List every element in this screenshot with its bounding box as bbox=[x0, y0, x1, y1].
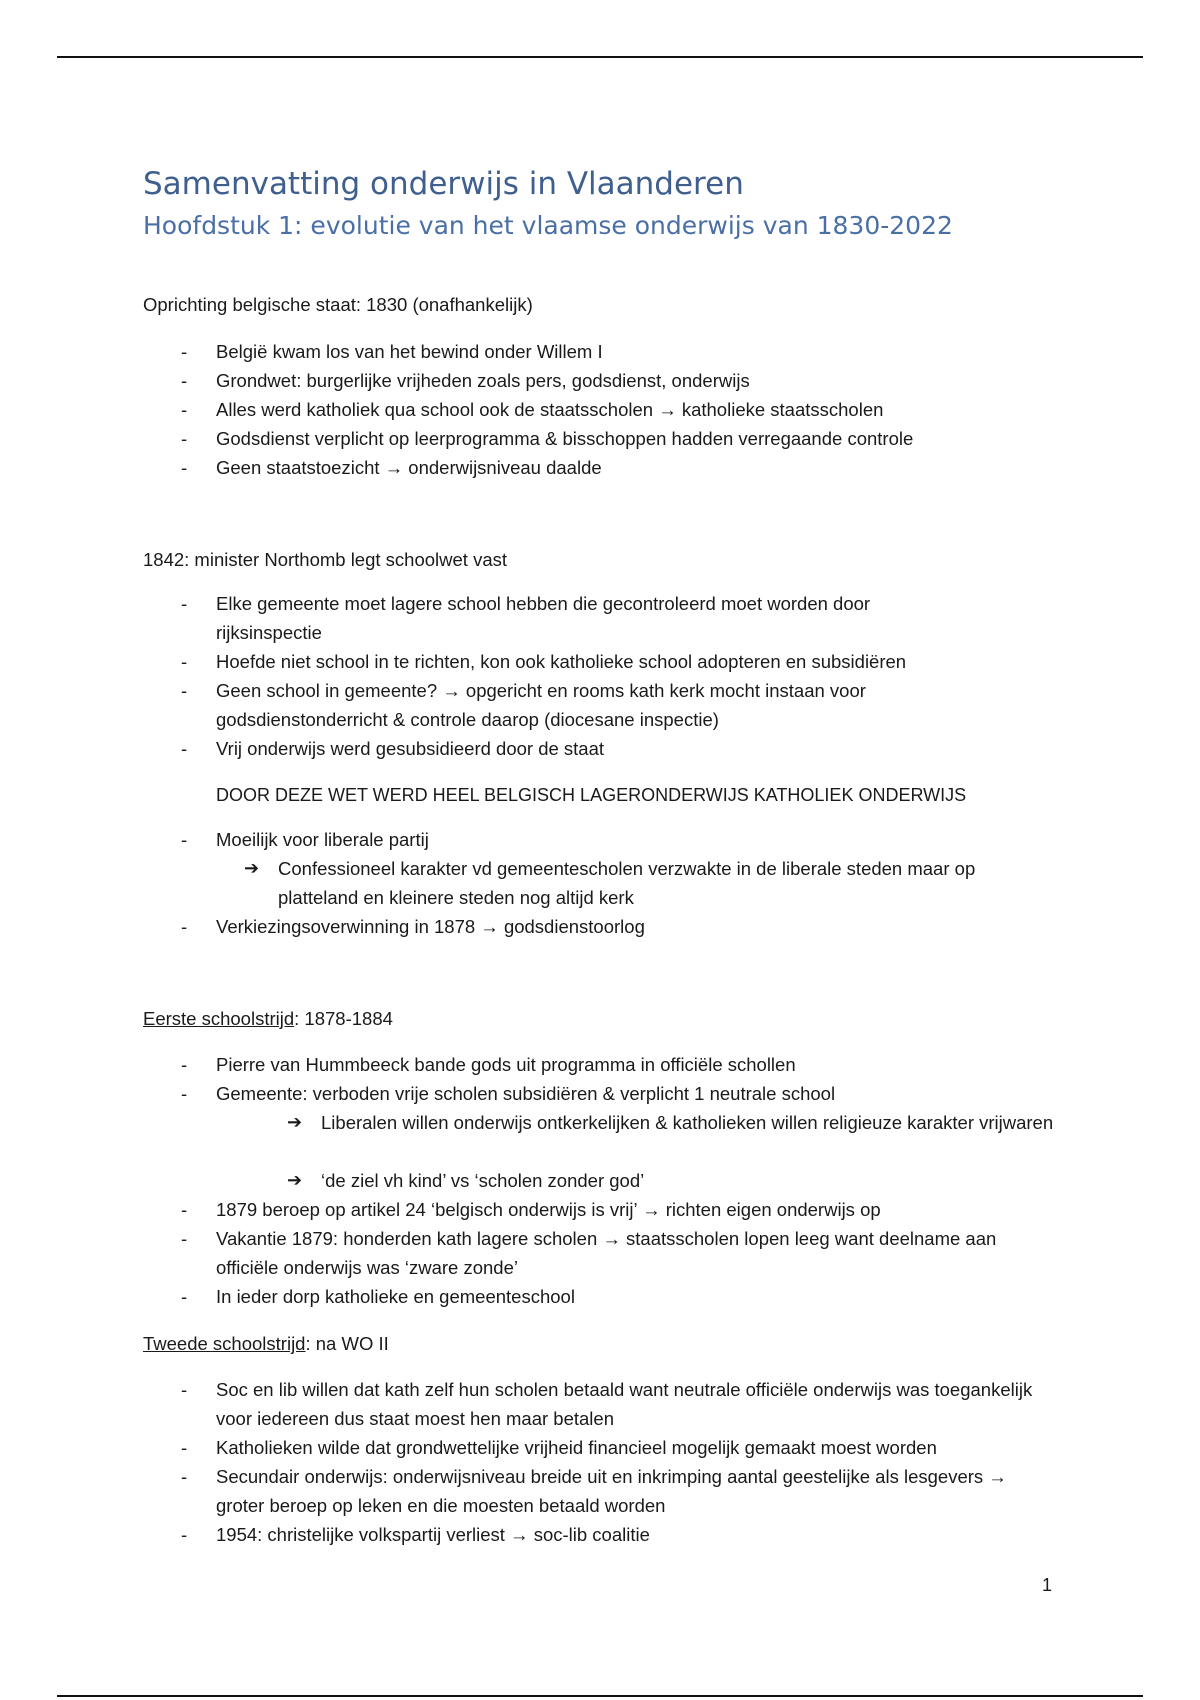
list-item: - Hoefde niet school in te richten, kon ook katholieke school adopteren en subsidiëren bbox=[143, 647, 943, 676]
sub-item: ➔ Liberalen willen onderwijs ontkerkelijken & katholieken willen religieuze karakter vrijwaren bbox=[321, 1108, 1061, 1137]
list-eerste-schoolstrijd bbox=[143, 1050, 1043, 1108]
section-heading-1830: Oprichting belgische staat: 1830 (onafhankelijk) bbox=[143, 294, 533, 315]
dash-bullet: - bbox=[181, 370, 188, 391]
list-item: - Secundair onderwijs: onderwijsniveau breide uit en inkrimping aantal geestelijke als lesgevers → groter beroep op leken en die moesten betaald worden bbox=[143, 1462, 1043, 1520]
list-item: - België kwam los van het bewind onder Willem I bbox=[143, 337, 1043, 366]
list-item: - Moeilijk voor liberale partij bbox=[143, 825, 1043, 854]
dash-bullet: - bbox=[181, 1286, 188, 1307]
dash-bullet: - bbox=[181, 1228, 188, 1249]
list-tweede-schoolstrijd bbox=[143, 1375, 1043, 1549]
list-item: - Gemeente: verboden vrije scholen subsidiëren & verplicht 1 neutrale school bbox=[143, 1079, 1043, 1108]
emphasis-line: DOOR DEZE WET WERD HEEL BELGISCH LAGERONDERWIJS KATHOLIEK ONDERWIJS bbox=[216, 785, 967, 805]
sub-item: ➔ Confessioneel karakter vd gemeentescholen verzwakte in de liberale steden maar op platteland en kleinere steden nog altijd kerk bbox=[278, 854, 1058, 912]
dash-bullet: - bbox=[181, 829, 188, 850]
sub-item: ➔ ‘de ziel vh kind’ vs ‘scholen zonder god’ bbox=[321, 1166, 1061, 1195]
dash-bullet: - bbox=[181, 1524, 188, 1545]
section-heading-tweede-schoolstrijd: Tweede schoolstrijd: na WO II bbox=[143, 1333, 389, 1354]
list-item: - Geen school in gemeente? → opgericht en rooms kath kerk mocht instaan voor godsdienstonderricht & controle daarop (diocesane inspectie) bbox=[143, 676, 943, 734]
dash-bullet: - bbox=[181, 428, 188, 449]
section-heading-eerste-schoolstrijd: Eerste schoolstrijd: 1878-1884 bbox=[143, 1008, 393, 1029]
list-item: - Godsdienst verplicht op leerprogramma & bisschoppen hadden verregaande controle bbox=[143, 424, 1043, 453]
list-item: - Vrij onderwijs werd gesubsidieerd door de staat bbox=[143, 734, 943, 763]
list-1830 bbox=[143, 337, 1043, 482]
list-1842-cont bbox=[143, 825, 1043, 854]
footer-rule bbox=[57, 1695, 1143, 1697]
arrow-bullet-icon: ➔ bbox=[287, 1170, 303, 1190]
chapter-heading: Hoofdstuk 1: evolutie van het vlaamse onderwijs van 1830-2022 bbox=[143, 211, 953, 240]
dash-bullet: - bbox=[181, 651, 188, 672]
dash-bullet: - bbox=[181, 399, 188, 420]
dash-bullet: - bbox=[181, 1466, 188, 1487]
dash-bullet: - bbox=[181, 1083, 188, 1104]
dash-bullet: - bbox=[181, 1379, 188, 1400]
document-title: Samenvatting onderwijs in Vlaanderen bbox=[143, 166, 744, 202]
dash-bullet: - bbox=[181, 1437, 188, 1458]
dash-bullet: - bbox=[181, 457, 188, 478]
list-item: - Geen staatstoezicht → onderwijsniveau daalde bbox=[143, 453, 1043, 482]
dash-bullet: - bbox=[181, 738, 188, 759]
list-item: - 1879 beroep op artikel 24 ‘belgisch onderwijs is vrij’ → richten eigen onderwijs op bbox=[143, 1195, 1043, 1224]
dash-bullet: - bbox=[181, 680, 188, 701]
dash-bullet: - bbox=[181, 916, 188, 937]
list-1842 bbox=[143, 589, 943, 763]
list-item: - Pierre van Hummbeeck bande gods uit programma in officiële schollen bbox=[143, 1050, 1043, 1079]
dash-bullet: - bbox=[181, 341, 188, 362]
list-item: - Elke gemeente moet lagere school hebben die gecontroleerd moet worden door rijksinspectie bbox=[143, 589, 943, 647]
list-item: - 1954: christelijke volkspartij verliest → soc-lib coalitie bbox=[143, 1520, 1043, 1549]
dash-bullet: - bbox=[181, 1199, 188, 1220]
list-item: - Grondwet: burgerlijke vrijheden zoals pers, godsdienst, onderwijs bbox=[143, 366, 1043, 395]
list-item: - Verkiezingsoverwinning in 1878 → godsdienstoorlog bbox=[143, 912, 1043, 941]
list-eerste-schoolstrijd-cont bbox=[143, 1195, 1043, 1311]
list-1842-end bbox=[143, 912, 1043, 941]
arrow-bullet-icon: ➔ bbox=[287, 1112, 303, 1132]
page-number: 1 bbox=[1041, 1575, 1052, 1595]
list-item: - Katholieken wilde dat grondwettelijke vrijheid financieel mogelijk gemaakt moest worden bbox=[143, 1433, 1043, 1462]
list-item: - Soc en lib willen dat kath zelf hun scholen betaald want neutrale officiële onderwijs was toegankelijk voor iedereen dus staat moest hen maar betalen bbox=[143, 1375, 1043, 1433]
arrow-bullet-icon: ➔ bbox=[244, 858, 260, 878]
list-item: - Alles werd katholiek qua school ook de staatsscholen → katholieke staatsscholen bbox=[143, 395, 1043, 424]
list-item: - In ieder dorp katholieke en gemeenteschool bbox=[143, 1282, 1043, 1311]
list-item: - Vakantie 1879: honderden kath lagere scholen → staatsscholen lopen leeg want deelname aan officiële onderwijs was ‘zware zonde’ bbox=[143, 1224, 1043, 1282]
dash-bullet: - bbox=[181, 1054, 188, 1075]
header-rule bbox=[57, 56, 1143, 58]
section-heading-1842: 1842: minister Northomb legt schoolwet vast bbox=[143, 549, 508, 570]
dash-bullet: - bbox=[181, 593, 188, 614]
